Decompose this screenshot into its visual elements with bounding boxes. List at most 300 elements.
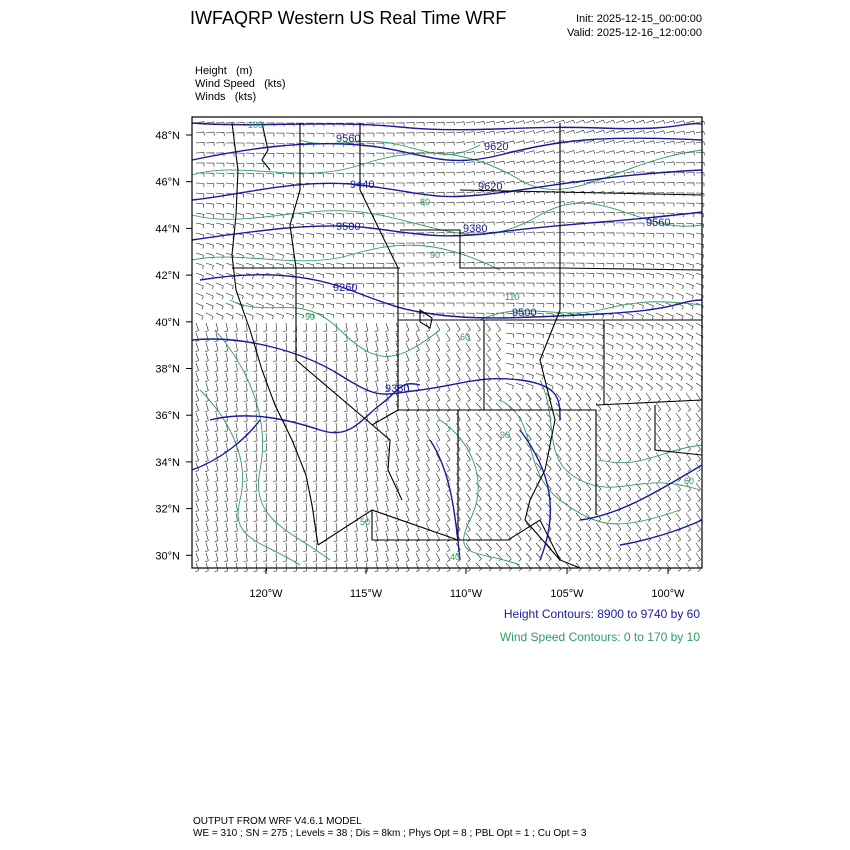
wind-barb — [576, 323, 584, 329]
wind-barb — [466, 172, 475, 176]
wind-barb — [234, 493, 237, 502]
wind-barb — [516, 503, 521, 511]
wind-barb — [416, 463, 419, 472]
longitude-axis — [249, 568, 685, 600]
wind-barb — [234, 543, 237, 552]
wind-barb — [236, 203, 244, 208]
wind-barb — [676, 253, 684, 258]
wind-barb — [636, 413, 641, 422]
wind-barb — [476, 273, 484, 277]
wind-barb — [516, 523, 521, 531]
wind-barb — [506, 563, 511, 571]
wind-barb — [286, 283, 294, 289]
wind-barb — [283, 493, 287, 501]
wind-barb — [436, 273, 444, 277]
wind-barb — [546, 151, 555, 154]
wind-barb — [215, 543, 218, 552]
wind-barb — [246, 273, 254, 279]
wind-barb — [606, 463, 611, 471]
wind-barb — [313, 413, 317, 421]
wind-barb — [606, 130, 615, 133]
wind-barb — [516, 443, 521, 451]
wind-barb — [244, 413, 248, 422]
wind-barb — [636, 182, 644, 186]
wind-barb — [566, 273, 574, 277]
wind-barb — [205, 473, 208, 482]
wind-barb — [516, 493, 521, 501]
wind-barb — [676, 393, 681, 402]
speed-contour-label: 90 — [430, 250, 441, 260]
wind-barb — [426, 142, 434, 146]
height-contour — [192, 123, 702, 130]
wind-barb — [626, 443, 631, 452]
wind-barb — [486, 383, 491, 392]
wind-barb — [224, 503, 227, 512]
wind-barb — [266, 233, 274, 239]
wind-barb — [354, 353, 357, 362]
wind-barb — [224, 333, 227, 342]
wind-barb — [254, 553, 258, 561]
wind-barb — [616, 263, 624, 268]
wind-barb — [626, 413, 631, 422]
wind-barb — [646, 203, 654, 206]
wind-barb — [476, 212, 484, 215]
wind-barb — [205, 353, 208, 362]
wind-barb — [696, 183, 704, 187]
wind-barb — [215, 343, 218, 352]
wind-barb — [334, 483, 337, 491]
wind-barb — [486, 423, 492, 431]
wind-barb — [606, 283, 614, 288]
wind-barb — [234, 343, 237, 352]
wind-barb — [206, 132, 214, 136]
wind-barb — [303, 343, 307, 351]
wind-barb — [224, 543, 227, 552]
wind-barb — [215, 333, 218, 342]
wind-barb — [516, 171, 525, 174]
wind-barb — [244, 323, 248, 332]
wind-barb — [536, 222, 545, 226]
wind-barb — [686, 423, 691, 432]
wind-barb — [516, 323, 524, 328]
wind-barb — [576, 553, 581, 561]
wind-barb — [313, 393, 317, 401]
wind-barb — [344, 323, 347, 332]
wind-barb — [256, 233, 264, 239]
wind-barb — [576, 232, 584, 236]
wind-barb — [224, 473, 227, 482]
wind-barb — [586, 423, 591, 431]
wind-barb — [566, 543, 571, 551]
wind-barb — [426, 333, 430, 342]
wind-barb — [396, 213, 404, 217]
wind-barb — [626, 323, 633, 329]
wind-barb — [254, 363, 258, 371]
latitude-axis — [155, 130, 192, 562]
wind-barb — [676, 373, 683, 380]
wind-barb — [216, 283, 223, 289]
wind-barb — [244, 333, 248, 342]
wind-barb — [646, 433, 651, 442]
wind-barb — [336, 313, 344, 318]
wind-barb — [316, 133, 324, 137]
wind-barb — [436, 192, 444, 196]
speed-contour-label: 50 — [360, 517, 371, 527]
wind-barb — [385, 323, 388, 332]
wind-barb — [586, 303, 594, 308]
wind-barb — [293, 413, 297, 421]
wind-barb — [205, 413, 208, 422]
wind-barb — [326, 173, 334, 178]
wind-barb — [195, 453, 198, 462]
wind-barb — [263, 453, 267, 461]
wind-barb — [486, 212, 495, 215]
wind-barb — [266, 243, 274, 249]
wind-barb — [676, 223, 684, 227]
wind-barb — [386, 223, 394, 227]
wind-barb — [356, 213, 364, 217]
wind-barb — [326, 263, 334, 268]
height-contour-legend: Height Contours: 8900 to 9740 by 60 — [503, 607, 700, 621]
wind-barb — [586, 453, 591, 461]
wind-barb — [256, 193, 264, 198]
wind-barb — [676, 413, 681, 422]
wind-barb — [195, 513, 198, 522]
wind-barb — [566, 353, 574, 359]
wind-barb — [195, 543, 198, 552]
wind-barb — [526, 212, 535, 215]
wind-barb — [406, 553, 409, 562]
wind-barb — [215, 423, 218, 432]
wind-barb — [616, 141, 625, 144]
wind-barb — [236, 313, 243, 319]
wind-barb — [334, 343, 337, 351]
field-name: Height — [195, 65, 227, 77]
wind-barb — [696, 403, 701, 412]
wind-barb — [426, 343, 430, 352]
wind-barb — [406, 523, 409, 532]
wind-barb — [303, 483, 307, 491]
wind-barb — [244, 343, 248, 352]
wind-barb — [686, 131, 695, 134]
wind-barb — [586, 553, 591, 561]
wind-barb — [556, 433, 561, 441]
wind-barb — [273, 483, 277, 491]
wind-barb — [206, 223, 214, 228]
wind-barb — [466, 313, 474, 317]
wind-barb — [303, 443, 307, 451]
wind-barb — [366, 243, 374, 247]
map-title: IWFAQRP Western US Real Time WRF — [190, 8, 507, 28]
wind-barb — [636, 373, 643, 380]
wind-barb — [324, 543, 327, 551]
wind-barb — [586, 443, 591, 451]
wind-barb — [205, 433, 208, 442]
wind-barb — [596, 273, 604, 277]
wind-barb — [626, 553, 631, 562]
wind-barb — [346, 273, 354, 278]
wind-barb — [354, 453, 357, 462]
wind-barb — [376, 153, 384, 157]
wind-barb — [426, 162, 434, 166]
wind-barb — [506, 463, 511, 471]
wind-barb — [466, 242, 474, 245]
wind-barb — [344, 563, 347, 572]
wind-barb — [496, 262, 504, 266]
wind-barb — [636, 131, 645, 134]
wind-barb — [656, 553, 661, 562]
wind-barb — [254, 443, 258, 451]
wind-barb — [446, 333, 450, 342]
wind-barb — [566, 343, 574, 349]
wind-barb — [283, 383, 287, 391]
speed-contour — [440, 420, 520, 565]
wind-barb — [344, 533, 347, 542]
wind-barb — [466, 192, 475, 196]
wind-barb — [263, 343, 267, 351]
wind-barb — [273, 463, 277, 471]
wind-barb — [446, 263, 454, 267]
wind-barb — [356, 203, 364, 207]
wind-barb — [324, 523, 327, 531]
wind-barb — [376, 173, 384, 177]
wind-barb — [536, 493, 541, 501]
wind-barb — [234, 473, 237, 482]
wind-barb — [646, 373, 653, 380]
wind-barb — [254, 503, 258, 511]
wind-barb — [426, 273, 434, 277]
wind-barb — [356, 313, 364, 318]
wind-barb — [436, 423, 440, 432]
wind-barb — [263, 493, 267, 501]
wind-barb — [616, 253, 624, 257]
wind-barb — [416, 263, 424, 267]
wind-barb — [606, 151, 615, 154]
wind-barb — [606, 453, 611, 461]
wind-barb — [446, 293, 454, 297]
wind-barb — [526, 293, 534, 297]
wind-barb — [546, 553, 551, 561]
wind-barb — [446, 142, 454, 146]
wind-barb — [286, 133, 294, 137]
wind-barb — [283, 443, 287, 451]
wind-barb — [546, 222, 554, 225]
wind-barb — [666, 343, 673, 350]
wind-barb — [576, 130, 585, 133]
model-config-line: WE = 310 ; SN = 275 ; Levels = 38 ; Dis = 8km ; Phys Opt = 8 ; PBL Opt = 1 ; Cu Opt = 3 — [193, 828, 587, 839]
wind-barb — [276, 283, 284, 289]
wind-barb — [496, 503, 502, 511]
wind-barb — [354, 333, 357, 342]
wind-barb — [436, 503, 440, 512]
height-contour — [620, 520, 702, 545]
wind-barb — [385, 543, 388, 552]
wind-barb — [406, 263, 414, 267]
wind-barb — [486, 443, 492, 451]
wind-barb — [416, 283, 424, 287]
wind-barb — [263, 533, 267, 541]
wind-barb — [446, 433, 450, 442]
wind-barb — [666, 313, 673, 319]
wind-barb — [596, 303, 604, 308]
wind-barb — [576, 333, 584, 339]
wind-barb — [406, 373, 409, 382]
wind-barb — [606, 423, 611, 431]
wind-barb — [586, 383, 593, 390]
wind-barb — [416, 323, 419, 332]
wind-barb — [206, 163, 214, 167]
wind-barb — [306, 233, 314, 238]
wind-barb — [303, 523, 307, 531]
wind-barb — [686, 183, 694, 187]
wind-barb — [446, 563, 450, 572]
lat-tick-label: 46°N — [155, 176, 180, 189]
wind-barb — [344, 443, 347, 452]
wind-barb — [375, 503, 378, 512]
wind-barb — [336, 303, 344, 308]
wind-barb — [646, 553, 651, 562]
wind-barb — [596, 463, 601, 471]
wind-barb — [646, 303, 654, 309]
wind-barb — [365, 323, 368, 332]
wind-barb — [576, 533, 581, 541]
wind-barb — [656, 353, 663, 360]
wind-barb — [506, 323, 514, 327]
wind-barb — [696, 483, 701, 492]
wind-barb — [646, 363, 653, 370]
wind-barb — [286, 163, 294, 167]
wind-barb — [646, 283, 654, 289]
wind-barb — [416, 553, 419, 562]
speed-contour — [215, 330, 330, 560]
wind-barb — [556, 120, 565, 123]
wind-barb — [446, 252, 454, 256]
wind-barb — [486, 333, 491, 342]
wind-barb — [293, 453, 297, 461]
wind-barb — [266, 173, 274, 178]
wind-barb — [496, 523, 502, 531]
wind-barb — [496, 493, 502, 501]
wind-barb — [556, 323, 564, 328]
wind-barb — [616, 453, 621, 461]
wind-barb — [626, 473, 631, 482]
wind-barb — [486, 283, 494, 287]
wind-barb — [236, 213, 244, 218]
wind-barb — [236, 143, 244, 147]
wind-barb — [656, 263, 664, 268]
wind-barb — [396, 223, 404, 227]
wind-barb — [596, 373, 603, 380]
wind-barb — [686, 243, 694, 248]
wind-barb — [215, 553, 218, 562]
wind-barb — [506, 242, 514, 246]
wind-barb — [516, 161, 525, 164]
wind-barb — [466, 252, 474, 256]
wind-barb — [196, 183, 204, 187]
wind-barb — [436, 343, 440, 352]
wind-barb — [446, 493, 450, 502]
wind-barb — [546, 353, 554, 359]
wind-barb — [536, 323, 544, 328]
wind-barb — [226, 223, 234, 228]
wind-barb — [636, 513, 641, 522]
wind-barb — [273, 393, 277, 401]
wind-barb — [656, 120, 665, 123]
wind-barb — [656, 131, 665, 134]
wind-barb — [576, 413, 581, 421]
wind-barb — [195, 563, 198, 572]
wind-barb — [234, 363, 237, 372]
wind-barb — [636, 543, 641, 552]
wind-barb — [526, 273, 534, 277]
wind-barb — [396, 443, 399, 452]
wind-barb — [276, 313, 284, 319]
wind-barb — [313, 403, 317, 411]
wind-barb — [246, 153, 254, 157]
wind-barb — [596, 293, 604, 298]
wind-barb — [666, 403, 671, 412]
wind-barb — [696, 213, 704, 217]
wind-barb — [576, 293, 584, 298]
wind-barb — [606, 353, 613, 360]
height-contour-label: 9260 — [333, 282, 358, 294]
wind-barb — [224, 383, 227, 392]
wind-barb — [346, 193, 354, 197]
wind-barb — [436, 353, 440, 362]
wind-barb — [676, 343, 683, 350]
wind-barb — [636, 353, 643, 360]
wind-barb — [576, 433, 581, 441]
wind-barb — [636, 433, 641, 442]
wind-barb — [324, 483, 327, 491]
wind-barb — [263, 513, 267, 521]
wind-barb — [476, 543, 482, 551]
wind-barb — [496, 483, 502, 491]
wind-barb — [256, 223, 264, 228]
wind-barb — [546, 161, 555, 164]
wind-barb — [686, 333, 693, 340]
wind-barb — [375, 363, 378, 372]
wind-barb — [676, 553, 681, 562]
wind-barb — [244, 563, 248, 572]
wind-barb — [646, 233, 654, 237]
wind-barb — [626, 483, 631, 492]
wind-barb — [216, 213, 224, 218]
wind-barb — [356, 253, 364, 257]
wind-barb — [666, 152, 675, 155]
wind-barb — [326, 303, 334, 308]
wind-barb — [266, 293, 274, 299]
wind-barb — [616, 413, 621, 421]
wind-barb — [216, 132, 224, 136]
wind-barb — [556, 363, 563, 369]
wind-barb — [276, 223, 284, 228]
wind-barb — [365, 473, 368, 482]
wind-barb — [466, 363, 470, 372]
wind-barb — [596, 553, 601, 561]
wind-barb — [256, 203, 264, 208]
wind-barb — [436, 172, 444, 176]
wind-barb — [273, 503, 277, 511]
speed-contour-label: 40 — [450, 552, 461, 562]
lat-tick-label: 44°N — [155, 223, 180, 236]
wind-barb — [324, 513, 327, 521]
wind-barb — [436, 413, 440, 422]
wind-barb — [344, 453, 347, 462]
wind-barb — [546, 463, 551, 471]
wind-barb — [456, 142, 465, 146]
wind-barb — [546, 263, 554, 267]
